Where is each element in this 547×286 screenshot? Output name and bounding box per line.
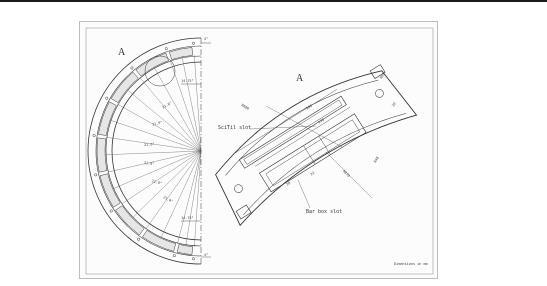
drawing-sheet — [79, 21, 438, 279]
frame — [86, 28, 433, 274]
bar-box-segments — [93, 42, 195, 260]
dimension-label: R670 — [341, 169, 351, 179]
angle-label: 4° — [204, 253, 209, 257]
fixture-mark — [165, 48, 167, 50]
technical-drawing — [80, 22, 439, 280]
top-rule — [0, 0, 547, 2]
radial-line — [140, 77, 201, 151]
angle-label: 21.0° — [143, 142, 155, 147]
angle-label: 21.0° — [143, 161, 155, 166]
left-detail-label: A — [118, 47, 126, 58]
fixture-mark — [93, 134, 95, 136]
bar-box-leader — [298, 180, 310, 208]
angle-label: 4° — [204, 37, 209, 41]
fixture-mark — [131, 67, 133, 69]
fixture-mark — [192, 42, 194, 44]
bar-box-divider — [304, 146, 316, 165]
bar-box-segment — [169, 47, 192, 59]
half-ring-view — [88, 38, 211, 266]
angle-label: 21.0° — [162, 195, 174, 204]
radial-line — [151, 67, 201, 151]
units-note: Dimensions in mm — [394, 262, 428, 266]
fixture-mark — [192, 258, 194, 260]
dimension-label: 28 — [285, 180, 292, 187]
scitil-slot-shape — [239, 96, 346, 168]
fixture-mark — [110, 210, 112, 212]
scitil-slot-callout: SciTil slot — [218, 125, 252, 131]
dim-170 — [255, 103, 350, 166]
fixture-mark — [173, 254, 175, 256]
angle-label: 21.0° — [151, 120, 163, 127]
notch-left — [236, 205, 251, 219]
dimension-label: 33 — [309, 170, 316, 177]
radial-line — [194, 55, 201, 151]
radial-line — [194, 151, 201, 247]
radial-line — [161, 151, 201, 238]
radial-line — [132, 151, 201, 218]
dimension-label: 190 — [305, 103, 313, 111]
dimension-label: R48 — [373, 156, 380, 164]
fixture-mark — [137, 238, 139, 240]
hole-right — [374, 88, 385, 99]
angle-label: 14.75° — [181, 216, 194, 220]
dimension-label: 20 — [391, 101, 397, 108]
bar-box-segment — [111, 72, 138, 102]
angle-label: 14.75° — [181, 79, 194, 83]
bar-box-segment — [97, 138, 107, 172]
radial-line — [121, 151, 201, 204]
bar-box-segment — [116, 206, 145, 235]
bar-box-slot-callout: Bar box slot — [306, 209, 343, 215]
hole-left — [233, 183, 244, 194]
radial-line — [117, 100, 201, 151]
dimension-label: 170 — [317, 117, 325, 125]
dimension-label: R60 — [379, 72, 386, 80]
right-detail-label: A — [296, 73, 304, 84]
radial-line — [177, 151, 201, 244]
fixture-mark — [94, 174, 96, 176]
scitil-slot-inner — [244, 100, 342, 164]
detail-a-view — [201, 53, 416, 225]
angle-label: 21.0° — [151, 179, 163, 186]
dimension-label: R606 — [240, 103, 250, 111]
bar-box-divider-2 — [319, 136, 331, 155]
fixture-mark — [106, 97, 108, 99]
radial-line — [186, 151, 201, 246]
segment-outline — [201, 53, 416, 225]
bar-box-segment — [177, 244, 192, 254]
angle-label: 21.0° — [161, 100, 173, 110]
